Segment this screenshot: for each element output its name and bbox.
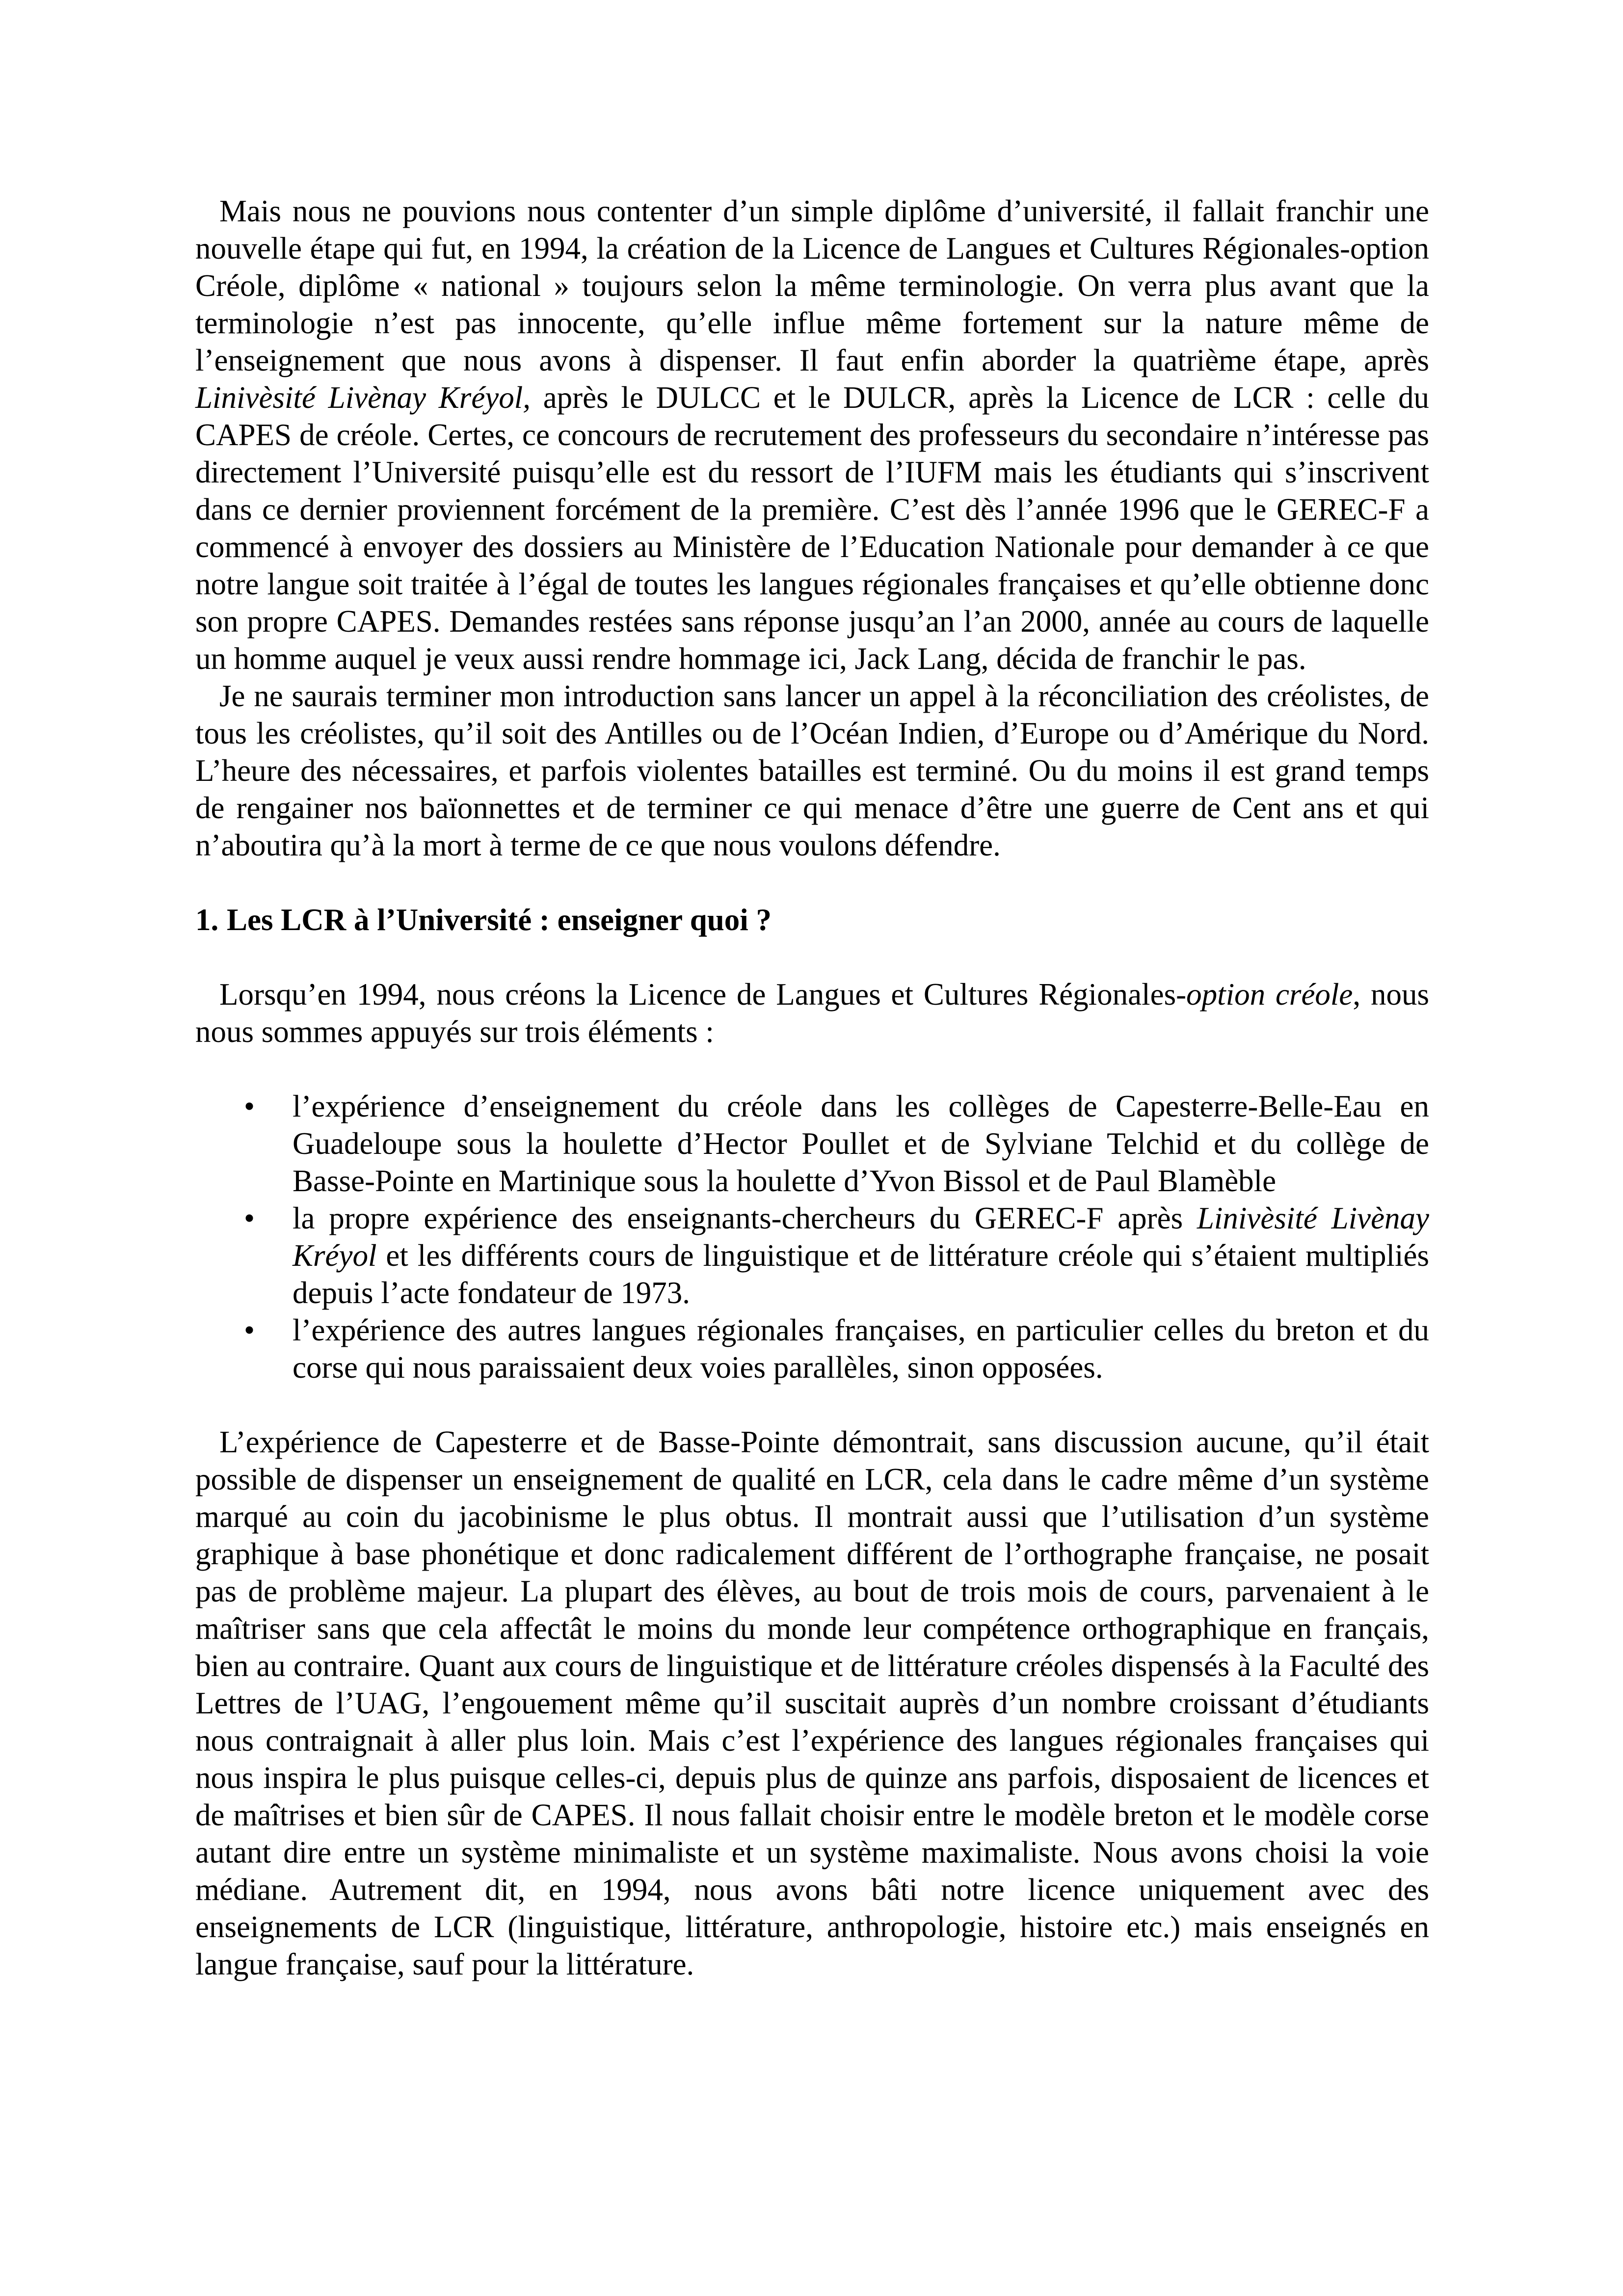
intro-paragraph-2 [195, 677, 1429, 864]
section-number: 1. [195, 903, 219, 937]
spacer [195, 938, 1429, 976]
section-title: Les LCR à l’Université : enseigner quoi ? [227, 903, 772, 937]
intro-paragraph-1 [195, 192, 1429, 677]
list-item [195, 1311, 1429, 1386]
italic-title-linivesite: Linivèsité Livènay Kréyol, [195, 380, 531, 415]
text-segment: l’expérience des autres langues régionales françaises, en particulier celles du breton et du corse qui nous paraissaient deux voies parallèles, sinon opposées. [293, 1313, 1429, 1385]
text-segment: la propre expérience des enseignants-chercheurs du GEREC-F après [293, 1201, 1197, 1235]
italic-title-linivesite: Linivèsité Livènay Kréyol [293, 1201, 1429, 1273]
list-item [195, 1200, 1429, 1311]
text-segment: L’expérience de Capesterre et de Basse-Pointe démontrait, sans discussion aucune, qu’il était possible de dispenser un enseignement de qualité en LCR, cela dans le cadre même d’un système marqué au coin du jacobinisme le plus obtus. Il montrait aussi que l’utilisation d’un système graphique à base phonétique et donc radicalement différent de l’orthographe française, ne posait pas de problème majeur. La plupart des élèves, au bout de trois mois de cours, parvenaient à le maîtriser sans que cela affectât le moins du monde leur compétence orthographique en français, bien au contraire. Quant aux cours de linguistique et de littérature créoles dispensés à la Faculté des Lettres de l’UAG, l’engouement même qu’il suscitait auprès d’un nombre croissant d’étudiants nous contraignait à aller plus loin. Mais c’est l’expérience des langues régionales françaises qui nous inspira le plus puisque celles-ci, depuis plus de quinze ans parfois, disposaient de licences et de maîtrises et bien sûr de CAPES. Il nous fallait choisir entre le modèle breton et le modèle corse autant dire entre un système minimaliste et un système maximaliste. Nous avons choisi la voie médiane. Autrement dit, en 1994, nous avons bâti notre licence uniquement avec des enseignements de LCR (linguistique, littérature, anthropologie, histoire etc.) mais enseignés en langue française, sauf pour la littérature. [195, 1425, 1429, 1981]
section-heading [195, 901, 1429, 938]
list-item [195, 1088, 1429, 1200]
section-intro-paragraph [195, 976, 1429, 1050]
text-segment: et les différents cours de linguistique et de littérature créole qui s’étaient multipliés depuis l’acte fondateur de 1973. [293, 1238, 1429, 1310]
text-segment: Je ne saurais terminer mon introduction sans lancer un appel à la réconciliation des créolistes, de tous les créolistes, qu’il soit des Antilles ou de l’Océan Indien, d’Europe ou d’Amérique du Nord. L’heure des nécessaires, et parfois violentes batailles est terminé. Ou du moins il est grand temps de rengainer nos baïonnettes et de terminer ce qui menace d’être une guerre de Cent ans et qui n’aboutira qu’à la mort à terme de ce que nous voulons défendre. [195, 679, 1429, 862]
closing-paragraph [195, 1423, 1429, 1983]
bullet-icon: • [243, 1201, 255, 1235]
text-segment: l’expérience d’enseignement du créole dans les collèges de Capesterre-Belle-Eau en Guadeloupe sous la houlette d’Hector Poullet et de Sylviane Telchid et du collège de Basse-Pointe en Martinique sous la houlette d’Yvon Bissol et de Paul Blamèble [293, 1089, 1429, 1198]
bullet-icon: • [243, 1313, 255, 1347]
text-segment: après le DULCC et le DULCR, après la Licence de LCR : celle du CAPES de créole. Certes, ce concours de recrutement des professeurs du secondaire n’intéresse pas directement l’Université puisqu’elle est du ressort de l’IUFM mais les étudiants qui s’inscrivent dans ce dernier proviennent forcément de la première. C’est dès l’année 1996 que le GEREC-F a commencé à envoyer des dossiers au Ministère de l’Education Nationale pour demander à ce que notre langue soit traitée à l’égal de toutes les langues régionales françaises et qu’elle obtienne donc son propre CAPES. Demandes restées sans réponse jusqu’an l’an 2000, année au cours de laquelle un homme auquel je veux aussi rendre hommage ici, Jack Lang, décida de franchir le pas. [195, 380, 1429, 676]
italic-option-creole: option créole [1186, 977, 1353, 1012]
text-segment: Mais nous ne pouvions nous contenter d’un simple diplôme d’université, il fallait franchir une nouvelle étape qui fut, en 1994, la création de la Licence de Langues et Cultures Régionales-option Créole, diplôme « national » toujours selon la même terminologie. On verra plus avant que la terminologie n’est pas innocente, qu’elle influe même fortement sur la nature même de l’enseignement que nous avons à dispenser. Il faut enfin aborder la quatrième étape, après [195, 194, 1429, 377]
bullet-list [195, 1088, 1429, 1386]
text-segment: , nous nous sommes appuyés sur trois éléments : [195, 977, 1429, 1049]
document-page [195, 192, 1429, 1983]
text-segment: Lorsqu’en 1994, nous créons la Licence de Langues et Cultures Régionales- [219, 977, 1187, 1012]
bullet-icon: • [243, 1089, 255, 1123]
